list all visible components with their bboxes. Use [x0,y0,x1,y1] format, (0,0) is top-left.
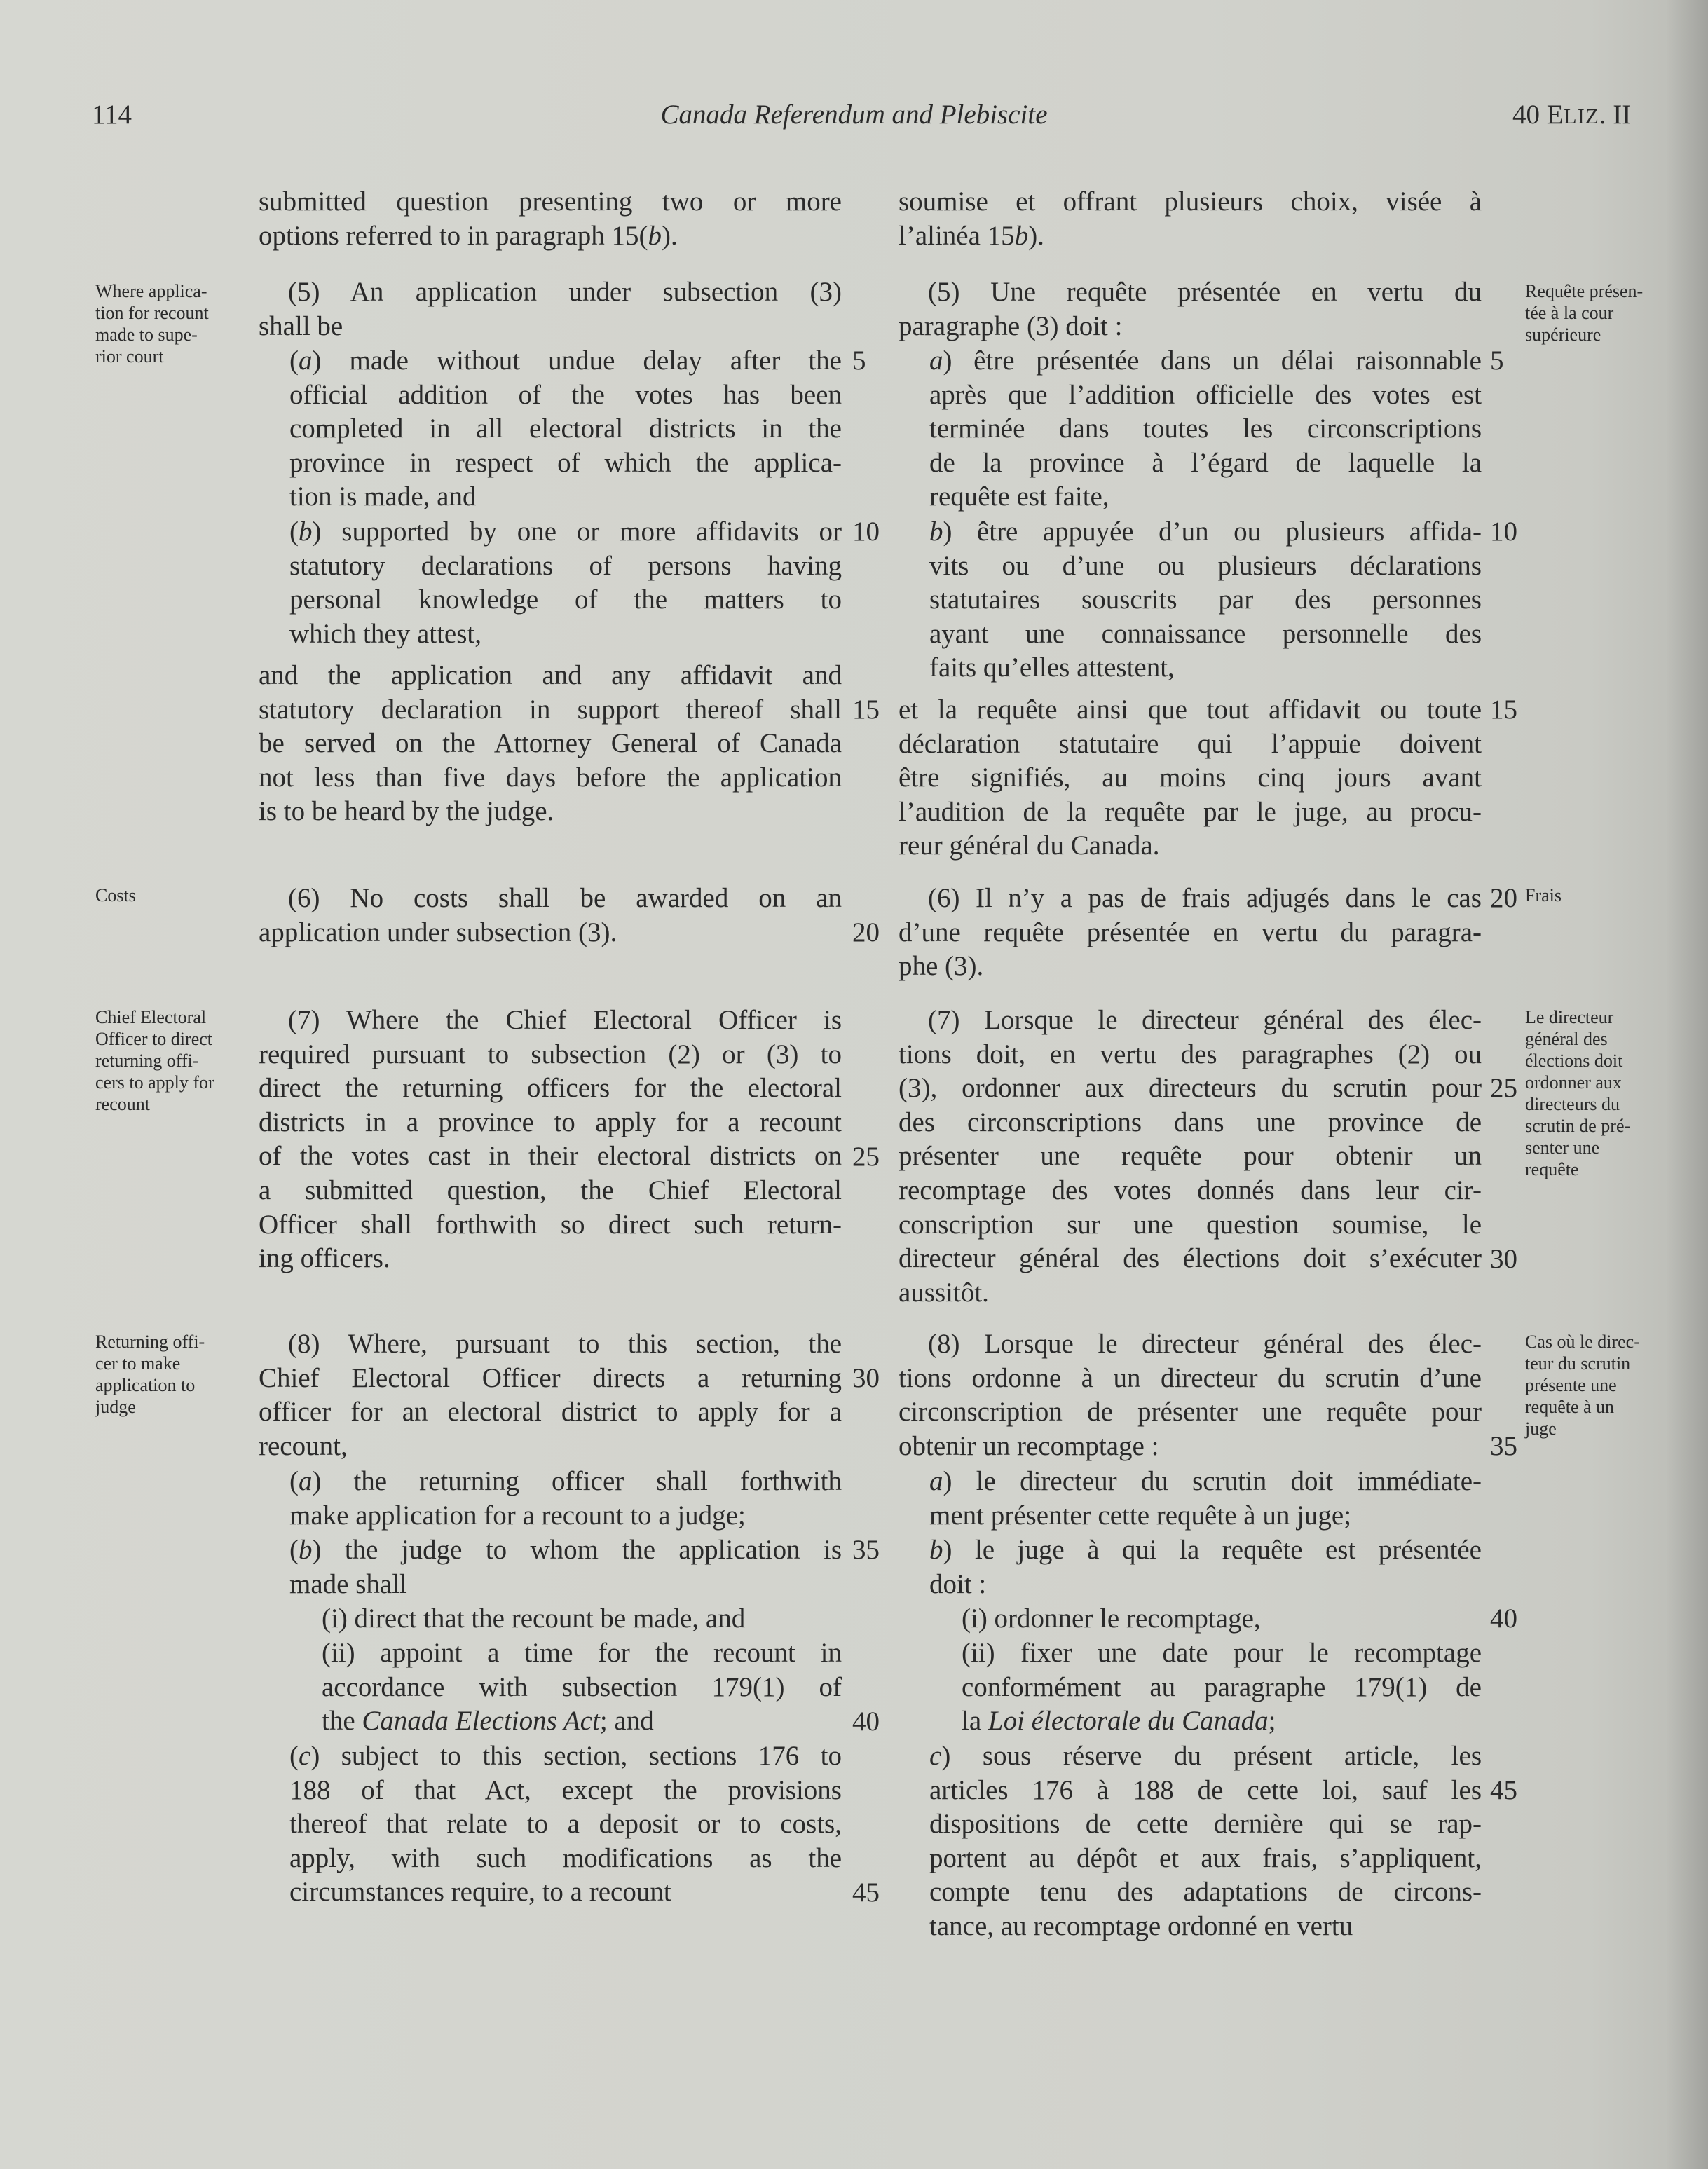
en-line-number-35: 35 [852,1535,880,1565]
fr-line-number-10: 10 [1490,516,1517,547]
text-line: senter une [1525,1137,1600,1158]
text-line: (a) made without undue delay after the [289,345,842,376]
text-line: made shall [289,1568,407,1599]
text-line: tions doit, en vertu des paragraphes (2) ou [899,1039,1482,1069]
fr-line-number-45: 45 [1490,1775,1517,1805]
text-line: juge [1525,1418,1557,1439]
text-line: application under subsection (3). [259,917,617,947]
text-line: recount, [259,1430,348,1461]
text-line: Cas où le direc- [1525,1332,1640,1352]
text-line: cers to apply for [95,1072,214,1093]
en-line-number-30: 30 [852,1363,880,1393]
en-line-number-15: 15 [852,695,880,725]
text-line: official addition of the votes has been [289,379,842,410]
text-line: Requête présen- [1525,281,1644,301]
text-line: soumise et offrant plusieurs choix, visée à [899,186,1482,217]
text-line: the Canada Elections Act; and [322,1706,654,1737]
fr-subsection-8 [899,1327,1482,1463]
text-line: portent au dépôt et aux frais, s’appliquent, [929,1842,1482,1873]
text-line: (3), ordonner aux directeurs du scrutin pour [899,1073,1482,1104]
text-line: terminée dans toutes les circonscriptions [929,413,1482,444]
text-line: requête [1525,1159,1579,1179]
text-line: options referred to in paragraph 15(b). [259,220,678,251]
en-para-8c [289,1739,842,1910]
text-line: application to [95,1375,196,1395]
en-para-5a [289,344,842,514]
fr-para-5a [929,344,1482,514]
text-line: phe (3). [899,951,984,982]
en-subpara-8bi [322,1602,842,1636]
text-line: c) sous réserve du présent article, les [929,1741,1482,1771]
running-title: Canada Referendum and Plebiscite [660,100,1048,130]
text-line: (c) subject to this section, sections 176 to [289,1741,842,1771]
text-line: officer for an electoral district to apply for a [259,1397,842,1428]
text-line: conformément au paragraphe 179(1) de [962,1671,1482,1702]
text-line: (6) Il n’y a pas de frais adjugés dans le cas [928,883,1482,913]
text-line: cer to make [95,1353,181,1374]
en-line-number-40: 40 [852,1706,880,1737]
text-line: (ii) appoint a time for the recount in [322,1638,842,1668]
text-line: circonscription de présenter une requête pour [899,1397,1482,1428]
text-line: supérieure [1525,324,1601,345]
text-line: directeur général des élections doit s’exécuter [899,1243,1482,1274]
text-line: teur du scrutin [1525,1353,1631,1374]
text-line: (7) Lorsque le directeur général des élec- [928,1005,1482,1035]
text-line: directeurs du [1525,1094,1620,1114]
fr-line-number-5: 5 [1490,345,1504,376]
fr-continuation [899,185,1482,253]
text-line: submitted question presenting two or more [259,186,842,217]
text-line: circumstances require, to a recount [289,1877,671,1908]
fr-subsection-5 [899,275,1482,343]
text-line: statutory declarations of persons having [289,550,842,581]
text-line: and the application and any affidavit and [259,660,842,690]
text-line: make application for a recount to a judge; [289,1500,746,1531]
text-line: ayant une connaissance personnelle des [929,618,1482,649]
text-line: élections doit [1525,1051,1623,1071]
fr-line-number-30: 30 [1490,1244,1517,1274]
margin-note-en-5 [95,280,246,367]
fr-subsection-5-tail [899,693,1482,863]
text-line: dispositions de cette dernière qui se rap- [929,1809,1482,1840]
text-line: (6) No costs shall be awarded on an [288,883,842,913]
regnal-year: 40 ELIZ. II [1512,100,1632,130]
margin-note-fr-7 [1525,1006,1676,1180]
text-line: thereof that relate to a deposit or to costs, [289,1809,842,1840]
text-line: l’audition de la requête par le juge, au procu- [899,796,1482,827]
text-line: personal knowledge of the matters to [289,584,842,615]
en-subsection-7 [259,1004,842,1276]
text-line: 188 of that Act, except the provisions [289,1774,842,1805]
en-para-8a [289,1465,842,1533]
page-number: 114 [92,100,132,130]
en-subsection-8 [259,1327,842,1463]
fr-line-number-35: 35 [1490,1431,1517,1461]
en-para-5b [289,515,842,651]
text-line: judge [95,1397,136,1417]
text-line: reur général du Canada. [899,830,1160,861]
fr-para-8c [929,1739,1482,1944]
fr-para-8b [929,1533,1482,1601]
text-line: aussitôt. [899,1277,989,1308]
text-line: made to supe- [95,324,198,345]
margin-note-fr-5 [1525,280,1676,345]
margin-note-en-7 [95,1006,246,1115]
text-line: tion for recount [95,303,209,323]
text-line: apply, with such modifications as the [289,1842,842,1873]
text-line: obtenir un recomptage : [899,1430,1159,1461]
en-line-number-5: 5 [852,345,866,376]
text-line: Chief Electoral Officer directs a returning [259,1362,842,1393]
fr-subpara-8bii [962,1636,1482,1739]
text-line: des circonscriptions dans une province de [899,1107,1482,1137]
en-subsection-5 [259,275,842,343]
text-line: b) le juge à qui la requête est présentée [929,1535,1482,1565]
text-line: shall be [259,310,343,341]
en-line-number-45: 45 [852,1877,880,1908]
text-line: completed in all electoral districts in the [289,413,842,444]
text-line: recount [95,1094,150,1114]
text-line: (b) the judge to whom the application is [289,1535,842,1565]
text-line: après que l’addition officielle des votes est [929,379,1482,410]
text-line: of the votes cast in their electoral districts on [259,1141,842,1172]
en-line-number-25: 25 [852,1142,880,1172]
text-line: a submitted question, the Chief Electoral [259,1175,842,1205]
text-line: (i) direct that the recount be made, and [322,1603,746,1634]
text-line: statutory declaration in support thereof shall [259,694,842,725]
text-line: tance, au recomptage ordonné en vertu [929,1910,1353,1941]
text-line: Costs [95,885,136,905]
text-line: requête à un [1525,1397,1615,1417]
text-line: Where applica- [95,281,207,301]
text-line: is to be heard by the judge. [259,796,554,827]
text-line: tions ordonne à un directeur du scrutin d’une [899,1362,1482,1393]
text-line: vits ou d’une ou plusieurs déclarations [929,550,1482,581]
text-line: paragraphe (3) doit : [899,310,1123,341]
en-line-number-20: 20 [852,917,880,947]
fr-subsection-6 [899,882,1482,984]
fr-para-5b [929,515,1482,685]
text-line: (7) Where the Chief Electoral Officer is [288,1005,842,1035]
text-line: être signifiés, au moins cinq jours avant [899,762,1482,793]
text-line: (8) Lorsque le directeur général des élec- [928,1329,1482,1359]
fr-para-8a [929,1465,1482,1533]
text-line: (b) supported by one or more affidavits or [289,516,842,547]
text-line: accordance with subsection 179(1) of [322,1671,842,1702]
text-line: which they attest, [289,618,482,649]
text-line: général des [1525,1029,1608,1049]
margin-note-en-6 [95,884,246,906]
text-line: province in respect of which the applica- [289,447,842,478]
fr-line-number-40: 40 [1490,1603,1517,1634]
text-line: requête est faite, [929,481,1109,512]
text-line: Le directeur [1525,1007,1614,1027]
text-line: direct the returning officers for the electoral [259,1073,842,1104]
text-line: districts in a province to apply for a recount [259,1107,842,1137]
text-line: Officer to direct [95,1029,212,1049]
fr-subpara-8bi [962,1602,1482,1636]
text-line: présente une [1525,1375,1617,1395]
fr-line-number-15: 15 [1490,695,1517,725]
margin-note-fr-8 [1525,1331,1676,1439]
text-line: (i) ordonner le recomptage, [962,1603,1261,1634]
text-line: returning offi- [95,1051,199,1071]
text-line: tion is made, and [289,481,477,512]
en-subsection-6 [259,882,842,950]
text-line: la Loi électorale du Canada; [962,1706,1276,1737]
text-line: faits qu’elles attestent, [929,652,1175,683]
text-line: Chief Electoral [95,1007,207,1027]
text-line: required pursuant to subsection (2) or (3) to [259,1039,842,1069]
text-line: b) être appuyée d’un ou plusieurs affida- [929,516,1482,547]
text-line: conscription sur une question soumise, le [899,1209,1482,1240]
text-line: Officer shall forthwith so direct such return- [259,1209,842,1240]
en-para-8b [289,1533,842,1601]
text-line: articles 176 à 188 de cette loi, sauf les [929,1774,1482,1805]
text-line: ing officers. [259,1243,390,1274]
text-line: be served on the Attorney General of Canada [259,728,842,759]
text-line: a) le directeur du scrutin doit immédiate- [929,1466,1482,1496]
text-line: (5) Une requête présentée en vertu du [928,277,1482,307]
text-line: présenter une requête pour obtenir un [899,1141,1482,1172]
text-line: Returning offi- [95,1332,205,1352]
text-line: (5) An application under subsection (3) [288,277,842,307]
text-line: statutaires souscrits par des personnes [929,584,1482,615]
text-line: (a) the returning officer shall forthwith [289,1466,842,1496]
en-continuation [259,185,842,253]
fr-line-number-25: 25 [1490,1073,1517,1103]
text-line: ment présenter cette requête à un juge; [929,1500,1352,1531]
text-line: (ii) fixer une date pour le recomptage [962,1638,1482,1668]
text-line: d’une requête présentée en vertu du paragra- [899,917,1482,947]
text-line: not less than five days before the application [259,762,842,793]
fr-line-number-20: 20 [1490,883,1517,913]
text-line: rior court [95,346,164,367]
en-subsection-5-tail [259,659,842,829]
text-line: compte tenu des adaptations de circons- [929,1877,1482,1908]
text-line: de la province à l’égard de laquelle la [929,447,1482,478]
text-line: doit : [929,1568,987,1599]
fr-subsection-7 [899,1004,1482,1310]
text-line: scrutin de pré- [1525,1116,1631,1136]
text-line: recomptage des votes donnés dans leur cir- [899,1175,1482,1205]
text-line: (8) Where, pursuant to this section, the [288,1329,842,1359]
margin-note-fr-6 [1525,884,1676,906]
en-line-number-10: 10 [852,516,880,547]
text-line: déclaration statutaire qui l’appuie doivent [899,728,1482,759]
text-line: et la requête ainsi que tout affidavit ou toute [899,695,1482,725]
en-subpara-8bii [322,1636,842,1739]
text-line: tée à la cour [1525,303,1614,323]
text-line: ordonner aux [1525,1072,1622,1093]
text-line: l’alinéa 15b). [899,220,1044,251]
margin-note-en-8 [95,1331,246,1418]
text-line: a) être présentée dans un délai raisonnable [929,345,1482,376]
text-line: Frais [1525,885,1562,905]
